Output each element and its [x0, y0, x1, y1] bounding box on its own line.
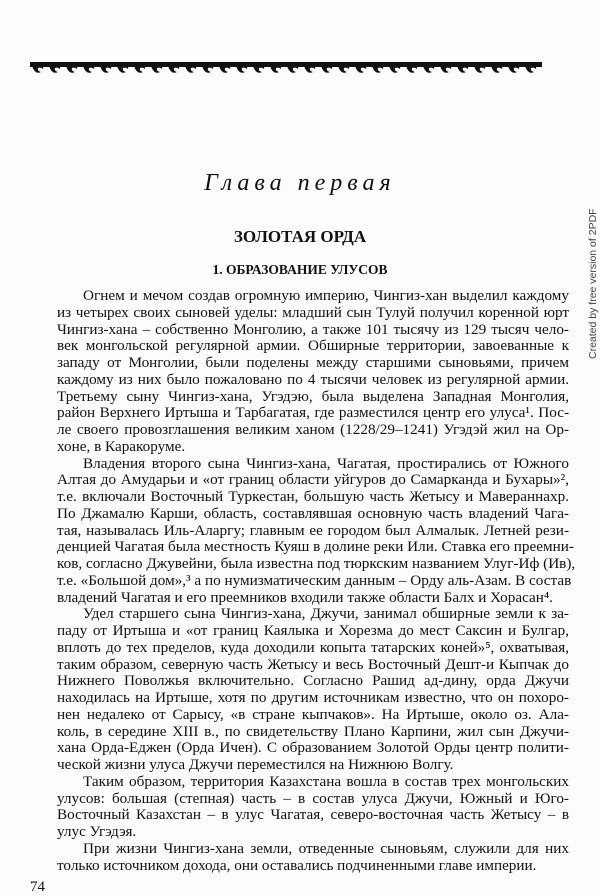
text-line: улусов: большая (степная) часть – в состав улуса Джучи, Южный и Юго- — [57, 789, 569, 807]
text-line: ле своего провозглашения великим ханом (1228/29–1241) Угэдэй жил на Ор- — [57, 421, 569, 438]
paragraph — [57, 288, 569, 456]
text-line: улус Угэдэя. — [57, 823, 137, 840]
text-line: ков, согласно Джувейни, была известна под тюркским названием Улуг-Иф (Ив), — [57, 555, 576, 572]
wave-motif — [355, 66, 366, 73]
wave-motif — [117, 66, 128, 73]
text-line: только источником дохода, они оставались подчиненными главе империи. — [57, 856, 537, 874]
wave-motif — [202, 66, 213, 73]
wave-motif — [372, 66, 383, 73]
wave-motif — [321, 66, 332, 73]
text-line: Алтая до Амударьи и «от границ области уйгуров до Самарканда и Бухары»², — [57, 471, 569, 489]
text-line: По Джамалю Карши, область, составлявшая основную часть владений Чага- — [57, 504, 569, 522]
text-line: таким образом, северную часть Жетысу и весь Восточный Дешт-и Кыпчак до — [57, 655, 569, 673]
text-line: вплоть до тех пределов, куда доходили копыта татарских коней»⁵, охватывая, — [57, 638, 569, 656]
wave-motif — [389, 66, 400, 73]
text-line: Владения второго сына Чингиз-хана, Чагатая, простирались от Южного — [83, 454, 569, 472]
wave-motif — [219, 66, 230, 73]
paragraph — [57, 606, 569, 774]
wave-motif — [440, 66, 451, 73]
text-line: Нижнего Поволжья включительно. Согласно Рашид ад-дину, орда Джучи — [57, 672, 569, 690]
text-line: т.е. «Большой дом»,³ а по нумизматическим данным – Орду аль-Азам. В состав — [57, 571, 572, 589]
wave-motif — [474, 66, 485, 73]
text-line: из четырех своих сыновей уделы: младший сын Тулуй получил коренной юрт — [57, 303, 569, 321]
wave-motif — [491, 66, 502, 73]
paragraph — [57, 841, 569, 875]
text-line: При жизни Чингиз-хана земли, отведенные сыновьям, служили для них — [83, 839, 569, 857]
text-line: западу от Монголии, были поделены между старшими сыновьями, причем — [57, 354, 569, 371]
section-heading: 1. ОБРАЗОВАНИЕ УЛУСОВ — [212, 262, 388, 277]
chapter-heading: Глава первая — [204, 170, 396, 196]
text-line: коль, в середине XIII в., по свидетельству Плано Карпини, жил сын Джучи- — [57, 722, 569, 740]
text-line: Восточный Казахстан – в улус Чагатая, северо-восточная часть Жетысу – в — [57, 806, 569, 824]
chapter-title: ЗОЛОТАЯ ОРДА — [233, 227, 367, 246]
wave-motif — [185, 66, 196, 73]
text-line: хоне, в Каракоруме. — [57, 437, 186, 455]
wave-motif — [83, 66, 94, 73]
wave-motif — [457, 66, 468, 73]
wave-motif — [134, 66, 145, 73]
text-line: владений Чагатая и его преемников входили также области Балх и Хорасан⁴. — [57, 588, 553, 606]
paragraph — [57, 774, 569, 841]
wave-motif — [406, 66, 417, 73]
text-line: Удел старшего сына Чингиз-хана, Джучи, занимал обширные земли к за- — [83, 605, 569, 623]
wave-motif — [49, 66, 60, 73]
wave-motif — [508, 66, 519, 73]
text-line: хана Орда-Еджен (Орда Ичен). С образованием Золотой Орды центр полити- — [57, 739, 569, 757]
text-line: Таким образом, территория Казахстана вошла в состав трех монгольских — [83, 772, 569, 790]
wave-motif — [525, 66, 536, 73]
page-number: 74 — [30, 879, 45, 895]
text-line: тая, называлась Иль-Аларгу; главным ее городом был Алмалык. Летней рези- — [57, 521, 569, 539]
paragraph — [57, 454, 576, 607]
text-line: т.е. включали Восточный Туркестан, большую часть Жетысу и Мавераннахр. — [57, 488, 569, 505]
text-line: Третьему сыну Чингиз-хана, Угэдэю, была выделена Западная Монголия, — [57, 387, 569, 405]
wave-motif — [304, 66, 315, 73]
wave-motif — [151, 66, 162, 73]
wave-motif — [32, 66, 43, 73]
wave-motif — [338, 66, 349, 73]
wave-motif — [423, 66, 434, 73]
text-line: каждому из них было пожаловано по 4 тысячи человек из регулярной армии. — [57, 370, 569, 388]
wave-motif — [236, 66, 247, 73]
wave-motif — [253, 66, 264, 73]
text-line: Огнем и мечом создав огромную империю, Чингиз-хан выделил каждому — [83, 287, 569, 304]
wave-motif — [66, 66, 77, 73]
decorative-wave-border — [30, 62, 542, 76]
text-line: денцией Чагатая была местность Куяш в долине реки Или. Ставка его преемни- — [57, 538, 574, 556]
watermark — [583, 190, 600, 360]
wave-motif — [168, 66, 179, 73]
text-line: находилась на Иртыше, хотя по другим источникам известно, что он похоро- — [57, 689, 569, 706]
text-line: ческой жизни улуса Джучи переместился на Нижнюю Волгу. — [57, 756, 454, 773]
text-line: Чингиз-хана – собственно Монголию, а также 101 тысячу из 129 тысяч чело- — [57, 320, 569, 338]
text-line: район Верхнего Иртыша и Тарбагатая, где разместился центр его улуса¹. Пос- — [57, 404, 569, 422]
wave-motif — [287, 66, 298, 73]
wave-motif — [270, 66, 281, 73]
text-line: нен недалеко от Сарысу, «в стране кыпчаков». На Иртыше, около оз. Ала- — [57, 705, 569, 723]
text-line: век монгольской регулярной армии. Обширные территории, завоеванные к — [57, 337, 569, 355]
body-text — [57, 287, 576, 874]
wave-motif — [100, 66, 111, 73]
watermark-text: Created by free version of 2PDF — [587, 208, 599, 359]
text-line: паду от Иртыша и «от границ Каялыка и Хорезма до мест Саксин и Булгар, — [57, 622, 569, 639]
